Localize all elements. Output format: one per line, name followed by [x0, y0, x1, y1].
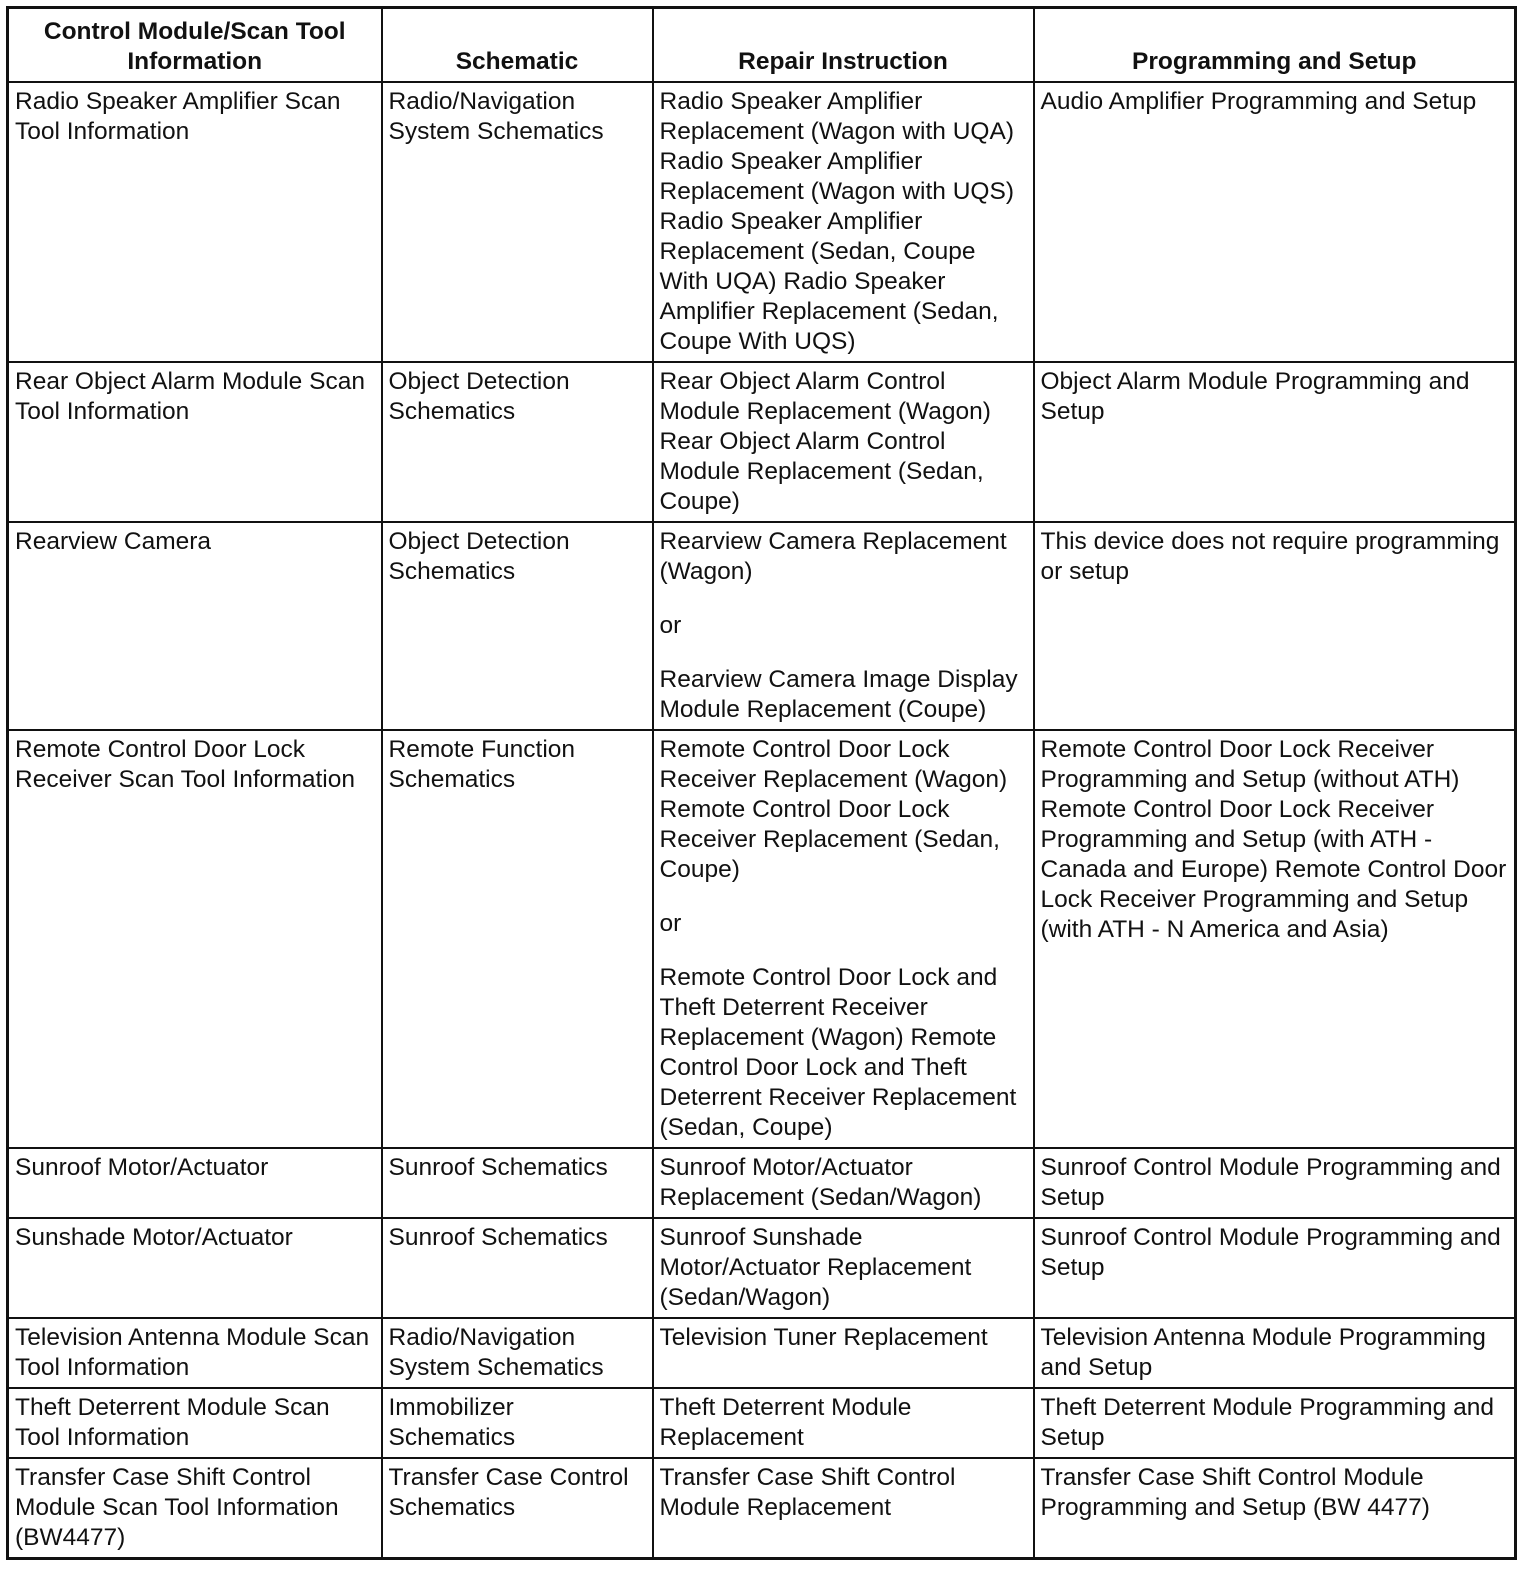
cell-repair [653, 730, 1034, 1148]
repair-text: Sunroof Sunshade Motor/Actuator Replacement (Sedan/Wagon) [659, 1224, 972, 1311]
repair-text: Television Tuner Replacement [659, 1324, 988, 1351]
cell-repair [653, 362, 1034, 522]
repair-text: Transfer Case Shift Control Module Replacement [659, 1464, 956, 1521]
table-row [8, 1458, 1516, 1559]
repair-text: Sunroof Motor/Actuator Replacement (Sedan/Wagon) [659, 1154, 982, 1211]
cell-repair [653, 1148, 1034, 1218]
cell-programming: Sunroof Control Module Programming and Setup [1034, 1218, 1516, 1318]
module-reference-table [6, 6, 1517, 1560]
cell-programming: Object Alarm Module Programming and Setup [1034, 362, 1516, 522]
repair-text: Radio Speaker Amplifier Replacement (Wagon with UQA) Radio Speaker Amplifier Replacement (Wagon with UQS) Radio Speaker Amplifier Replacement (Sedan, Coupe With UQA) Radio Speaker Amplifier Replacement (Sedan, Coupe With UQS) [659, 88, 1014, 355]
cell-module: Theft Deterrent Module Scan Tool Information [8, 1388, 382, 1458]
table-row [8, 82, 1516, 362]
cell-repair [653, 1388, 1034, 1458]
cell-module: Sunshade Motor/Actuator [8, 1218, 382, 1318]
header-module: Control Module/Scan Tool Information [8, 8, 382, 83]
cell-module: Rearview Camera [8, 522, 382, 730]
cell-schematic: Radio/Navigation System Schematics [382, 1318, 653, 1388]
cell-schematic: Object Detection Schematics [382, 522, 653, 730]
repair-text: Rear Object Alarm Control Module Replacement (Wagon) Rear Object Alarm Control Module Replacement (Sedan, Coupe) [659, 368, 991, 515]
cell-programming: Remote Control Door Lock Receiver Programming and Setup (without ATH) Remote Control Door Lock Receiver Programming and Setup (with ATH - Canada and Europe) Remote Control Door Lock Receiver Programming and Setup (with ATH - N America and Asia) [1034, 730, 1516, 1148]
cell-programming: Television Antenna Module Programming and Setup [1034, 1318, 1516, 1388]
repair-text: Rearview Camera Replacement (Wagon) [659, 528, 1007, 585]
cell-module: Remote Control Door Lock Receiver Scan Tool Information [8, 730, 382, 1148]
cell-schematic: Remote Function Schematics [382, 730, 653, 1148]
repair-text: Remote Control Door Lock Receiver Replacement (Wagon) Remote Control Door Lock Receiver Replacement (Sedan, Coupe) [659, 736, 1008, 883]
table-row [8, 730, 1516, 1148]
document-page [6, 6, 1517, 1560]
cell-repair [653, 1218, 1034, 1318]
cell-module: Radio Speaker Amplifier Scan Tool Information [8, 82, 382, 362]
cell-repair [653, 522, 1034, 730]
header-programming: Programming and Setup [1034, 8, 1516, 83]
cell-module: Rear Object Alarm Module Scan Tool Information [8, 362, 382, 522]
cell-programming: Theft Deterrent Module Programming and Setup [1034, 1388, 1516, 1458]
cell-programming: Audio Amplifier Programming and Setup [1034, 82, 1516, 362]
cell-repair [653, 1318, 1034, 1388]
cell-repair [653, 82, 1034, 362]
table-row [8, 1148, 1516, 1218]
repair-or: or [659, 612, 682, 639]
cell-schematic: Immobilizer Schematics [382, 1388, 653, 1458]
cell-programming: Transfer Case Shift Control Module Programming and Setup (BW 4477) [1034, 1458, 1516, 1559]
cell-schematic: Sunroof Schematics [382, 1148, 653, 1218]
cell-schematic: Transfer Case Control Schematics [382, 1458, 653, 1559]
table-row [8, 362, 1516, 522]
repair-text: Remote Control Door Lock and Theft Deterrent Receiver Replacement (Wagon) Remote Control Door Lock and Theft Deterrent Receiver Replacement (Sedan, Coupe) [659, 964, 1017, 1141]
repair-or: or [659, 910, 682, 937]
cell-schematic: Radio/Navigation System Schematics [382, 82, 653, 362]
table-row [8, 1318, 1516, 1388]
cell-schematic: Sunroof Schematics [382, 1218, 653, 1318]
cell-module: Transfer Case Shift Control Module Scan Tool Information (BW4477) [8, 1458, 382, 1559]
table-header-row [8, 8, 1516, 83]
cell-programming: This device does not require programming or setup [1034, 522, 1516, 730]
header-repair: Repair Instruction [653, 8, 1034, 83]
cell-module: Television Antenna Module Scan Tool Information [8, 1318, 382, 1388]
table-row [8, 1388, 1516, 1458]
repair-text: Rearview Camera Image Display Module Replacement (Coupe) [659, 666, 1018, 723]
cell-module: Sunroof Motor/Actuator [8, 1148, 382, 1218]
table-row [8, 522, 1516, 730]
header-schematic: Schematic [382, 8, 653, 83]
table-row [8, 1218, 1516, 1318]
cell-schematic: Object Detection Schematics [382, 362, 653, 522]
cell-programming: Sunroof Control Module Programming and Setup [1034, 1148, 1516, 1218]
repair-text: Theft Deterrent Module Replacement [659, 1394, 912, 1451]
cell-repair [653, 1458, 1034, 1559]
